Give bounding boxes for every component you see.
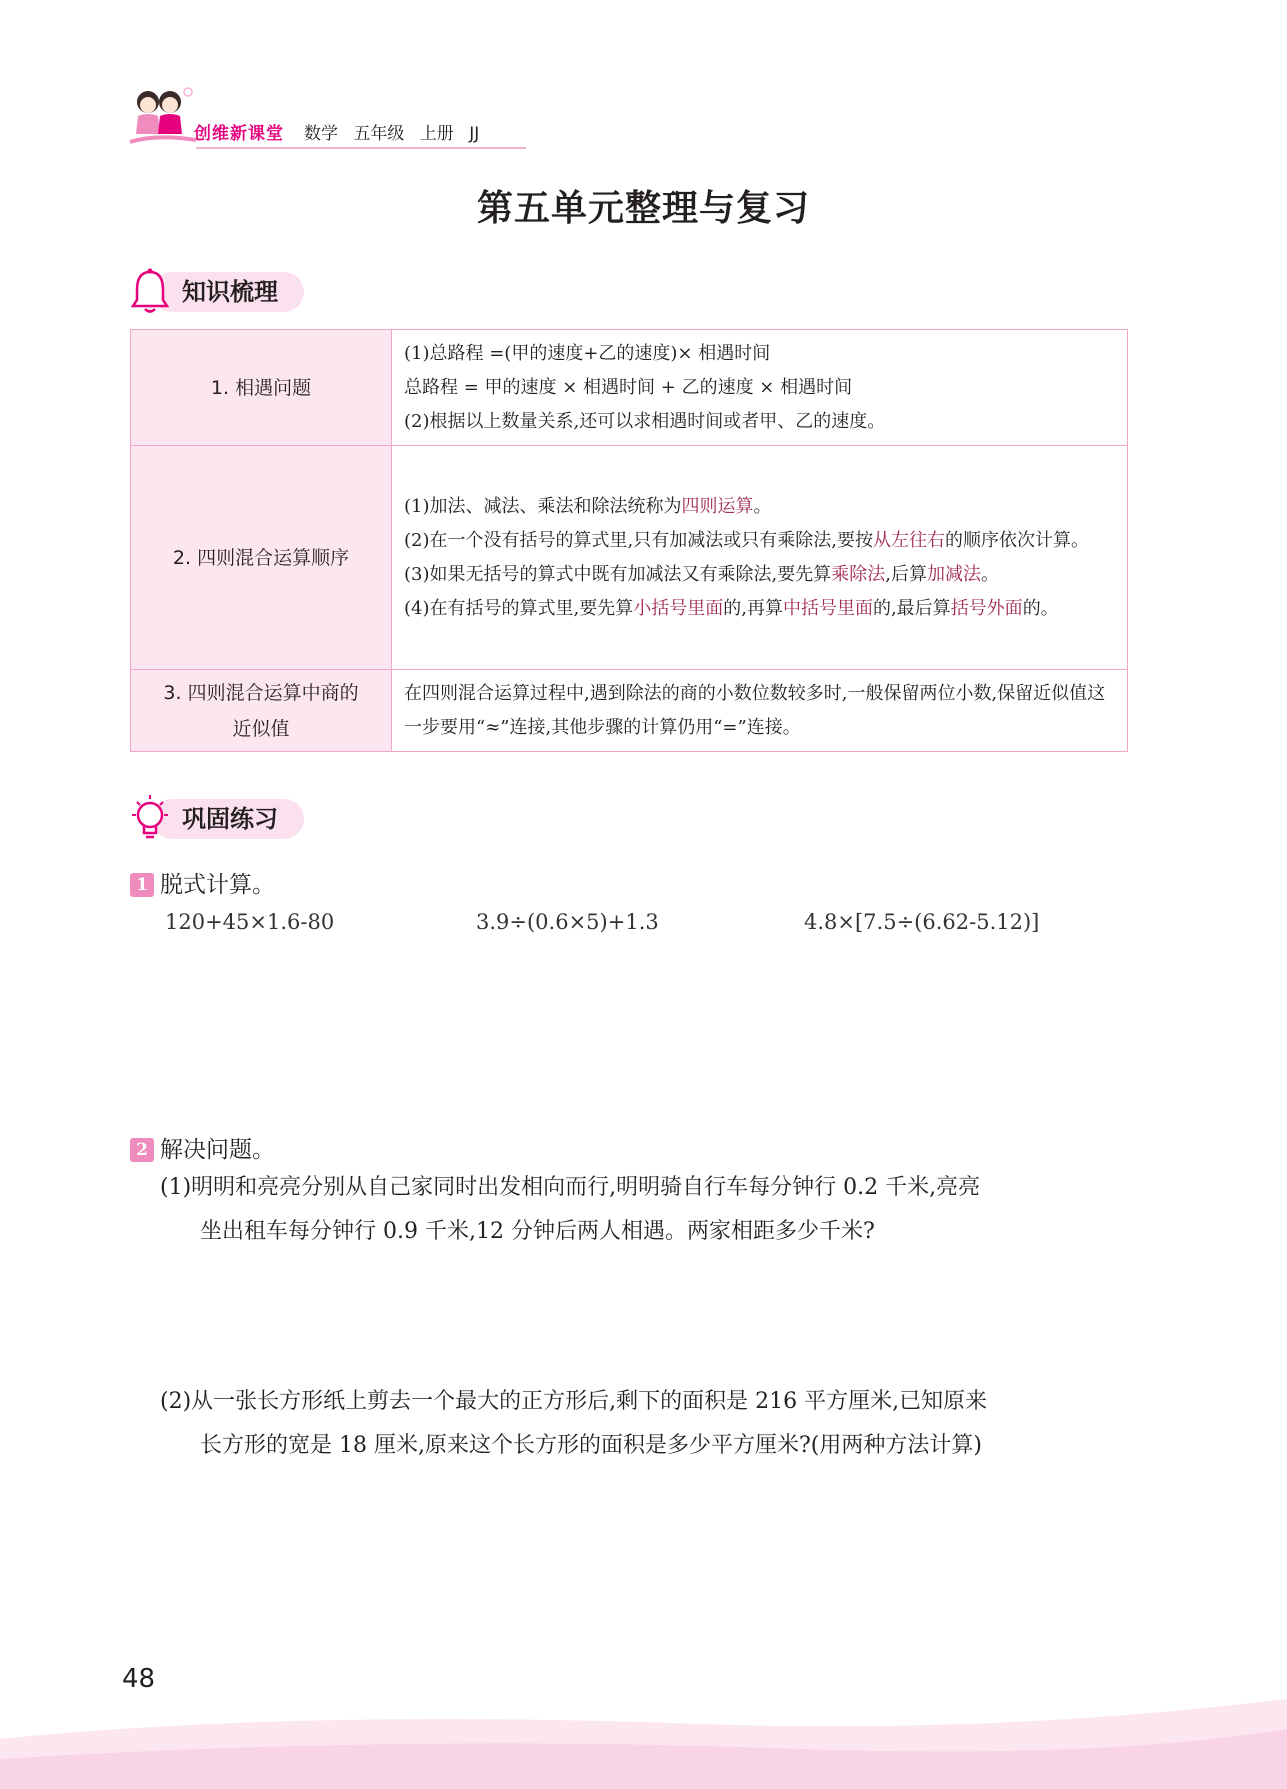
problem-line: (2)从一张长方形纸上剪去一个最大的正方形后,剩下的面积是 216 平方厘米,已知原来 xyxy=(160,1389,988,1414)
page-number: 48 xyxy=(122,1664,156,1694)
highlight-text: 括号外面 xyxy=(950,597,1023,619)
text: (3)如果无括号的算式中既有加减法又有乘除法,要先算 xyxy=(404,563,832,585)
practice-heading: 巩固练习 xyxy=(152,799,304,839)
header-divider xyxy=(196,147,526,149)
content-line xyxy=(404,592,1117,626)
row-name-line: 3. 四则混合运算中商的 xyxy=(163,681,359,704)
text: ,后算 xyxy=(885,563,927,585)
row-name xyxy=(131,670,392,752)
row-content xyxy=(392,330,1128,446)
content-line: 总路程 = 甲的速度 × 相遇时间 + 乙的速度 × 相遇时间 xyxy=(404,376,853,398)
content-line: (2)根据以上数量关系,还可以求相遇时间或者甲、乙的速度。 xyxy=(404,410,886,432)
footer-decoration xyxy=(0,1679,1287,1789)
table-row xyxy=(131,330,1128,446)
content-line xyxy=(404,490,1117,524)
highlight-text: 小括号里面 xyxy=(633,597,724,619)
content-line: (1)总路程 =(甲的速度+乙的速度)× 相遇时间 xyxy=(404,342,771,364)
subject-label: 数学 xyxy=(304,124,338,144)
volume-label: 上册 xyxy=(419,124,454,144)
problem-line: 坐出租车每分钟行 0.9 千米,12 分钟后两人相遇。两家相距多少千米? xyxy=(200,1219,875,1244)
row-content xyxy=(392,446,1128,670)
question-1-title xyxy=(130,866,275,899)
problem-1 xyxy=(160,1166,1130,1254)
highlight-text: 四则运算 xyxy=(681,495,754,517)
expression-3: 4.8×[7.5÷(6.62-5.12)] xyxy=(804,910,1040,934)
question-2-title xyxy=(130,1131,275,1164)
expression-2: 3.9÷(0.6×5)+1.3 xyxy=(476,910,659,934)
text: (1)加法、减法、乘法和除法统称为 xyxy=(404,495,682,517)
row-content: 在四则混合运算过程中,遇到除法的商的小数位数较多时,一般保留两位小数,保留近似值这一步要用“≈”连接,其他步骤的计算仍用“=”连接。 xyxy=(392,670,1128,752)
lightbulb-icon xyxy=(128,793,172,843)
content-line xyxy=(404,524,1117,558)
highlight-text: 从左往右 xyxy=(872,529,945,551)
book-info xyxy=(304,119,489,144)
highlight-text: 加减法 xyxy=(926,563,981,585)
text: 的,再算 xyxy=(723,597,783,619)
text: 。 xyxy=(753,495,772,517)
expression-1: 120+45×1.6-80 xyxy=(165,910,335,934)
problem-line: (1)明明和亮亮分别从自己家同时出发相向而行,明明骑自行车每分钟行 0.2 千米,亮亮 xyxy=(160,1175,981,1200)
table-row xyxy=(131,670,1128,752)
problem-2 xyxy=(160,1380,1130,1468)
highlight-text: 乘除法 xyxy=(831,563,886,585)
text: 的,最后算 xyxy=(872,597,951,619)
text: (4)在有括号的算式里,要先算 xyxy=(404,597,634,619)
highlight-text: 中括号里面 xyxy=(782,597,873,619)
row-name: 2. 四则混合运算顺序 xyxy=(131,446,392,670)
page-header xyxy=(126,82,806,152)
text: (2)在一个没有括号的算式里,只有加减法或只有乘除法,要按 xyxy=(404,529,873,551)
table-row xyxy=(131,446,1128,670)
text: 。 xyxy=(980,563,999,585)
bell-icon xyxy=(128,266,172,316)
problem-line: 长方形的宽是 18 厘米,原来这个长方形的面积是多少平方厘米?(用两种方法计算) xyxy=(200,1433,982,1458)
text: 的顺序依次计算。 xyxy=(944,529,1089,551)
question-title-text: 脱式计算。 xyxy=(160,872,275,898)
brand-name: 创维新课堂 xyxy=(194,124,284,144)
content-line xyxy=(404,558,1117,592)
edition-label: JJ xyxy=(469,124,480,144)
row-name-line: 近似值 xyxy=(232,717,290,740)
text: 的。 xyxy=(1022,597,1059,619)
question-number-badge: 1 xyxy=(130,873,154,897)
page-title: 第五单元整理与复习 xyxy=(476,188,810,229)
row-name: 1. 相遇问题 xyxy=(131,330,392,446)
grade-label: 五年级 xyxy=(353,124,405,144)
knowledge-table xyxy=(130,329,1128,752)
knowledge-heading: 知识梳理 xyxy=(152,272,304,312)
question-title-text: 解决问题。 xyxy=(160,1137,275,1163)
question-number-badge: 2 xyxy=(130,1138,154,1162)
